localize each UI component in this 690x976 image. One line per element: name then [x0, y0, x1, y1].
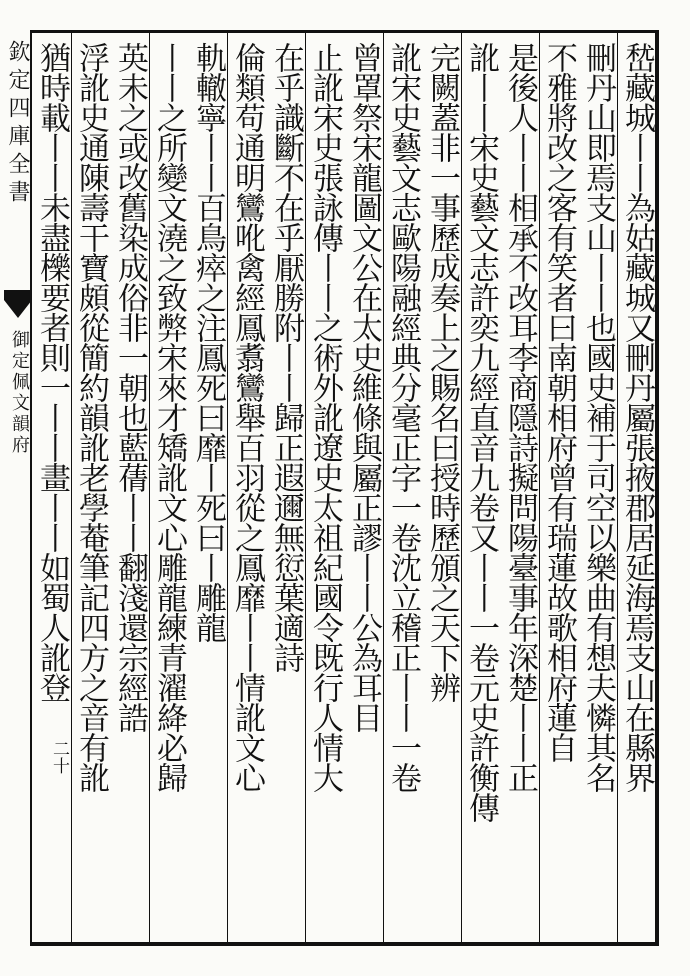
text-column-12: 軌轍寧丨丨百鳥瘁之注鳳死曰靡丨死曰丨雕龍 [190, 42, 226, 642]
top-border [30, 30, 658, 33]
text-column-13: 丨丨之所變文澆之致弊宋來才矯訛文心雕龍練青濯絳必歸 [151, 42, 187, 792]
text-column-1: 嵆藏城丨丨為姑藏城又刪丹屬張掖郡居延海焉支山在縣界 [619, 42, 655, 792]
text-column-6: 完闕蓋非一事歷成奏上之賜名曰授時歷頒之天下辨 [424, 42, 460, 702]
text-column-9: 止訛宋史張詠傳丨丨之術外訛遼史太祖紀國令既行人情大 [307, 42, 343, 792]
page-number: 二十 [49, 740, 69, 774]
text-column-14: 英未之或改舊染成俗非一朝也藍蒨丨丨翻淺還宗經誥 [112, 42, 148, 732]
text-column-15: 浮訛史通陳壽干寶頗從簡約韻訛老學菴筆記四方之音有訛 [73, 42, 109, 792]
fishtail-mark-icon [4, 290, 32, 318]
text-column-2: 刪丹山即焉支山丨丨也國史補于司空以樂曲有想夫憐其名 [580, 42, 616, 792]
text-column-7: 訛宋史藝文志歐陽融經典分毫正字一卷沈立稽正丨丨一卷 [385, 42, 421, 792]
text-column-4: 是後人丨丨相承不改耳李商隱詩擬問陽臺事年深楚丨丨正 [502, 42, 538, 792]
margin-section-title: 御定佩文韻府 [9, 330, 30, 456]
margin-book-title: 欽定四庫全書 [5, 40, 30, 208]
text-column-16: 猶時載丨丨未盡櫟要者則一丨丨畫丨丨如蜀人訛登 [34, 42, 70, 702]
text-column-8: 曾罩祭宋龍圖文公在太史維條與屬正謬丨丨公為耳目 [346, 42, 382, 732]
text-column-5: 訛丨丨宋史藝文志許奕九經直音九卷又丨丨一卷元史許衡傳 [463, 42, 499, 822]
text-column-3: 不雅將改之客有笑者曰南朝相府曾有瑞蓮故歌相府蓮自 [541, 42, 577, 762]
bottom-border [30, 942, 658, 946]
text-column-11: 倫類苟通明鸞吪禽經鳳翥鸞舉百羽從之鳳靡丨丨情訛文心 [229, 42, 265, 792]
text-column-10: 在乎識斷不在乎厭勝附丨丨歸正遐邇無愆葉適詩 [268, 42, 304, 672]
